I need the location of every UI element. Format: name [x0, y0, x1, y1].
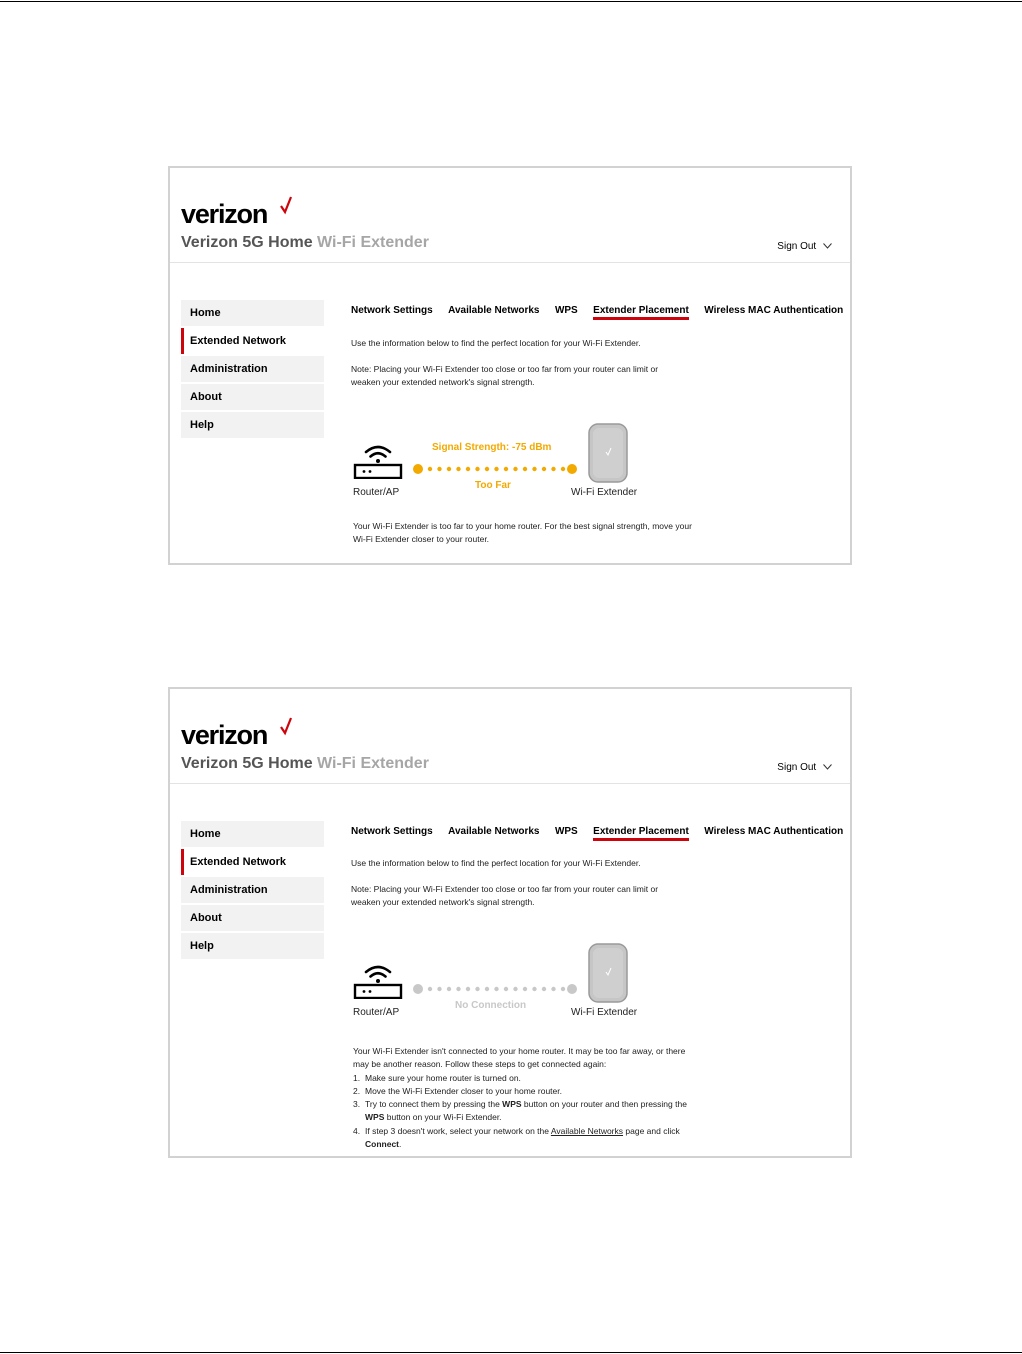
product-title: Verizon 5G Home Wi-Fi Extender	[181, 755, 429, 772]
checkmark-icon	[279, 195, 293, 215]
intro-text: Use the information below to find the perfect location for your Wi-Fi Extender.	[351, 858, 641, 868]
sign-out-menu[interactable]: Sign Out	[777, 241, 832, 252]
step-item: 3. Try to connect them by pressing the WPS button on your router and then pressing the WPS button on your Wi-Fi Extender.	[353, 1099, 687, 1123]
product-title: Verizon 5G Home Wi-Fi Extender	[181, 234, 429, 251]
placement-diagram	[353, 423, 673, 503]
verizon-logo: verizon	[181, 201, 267, 227]
intro-text: Use the information below to find the perfect location for your Wi-Fi Extender.	[351, 338, 641, 348]
tab-wireless-mac-authentication[interactable]: Wireless MAC Authentication	[704, 305, 844, 316]
page-top-rule	[0, 1, 1022, 2]
step-item: 2. Move the Wi-Fi Extender closer to your home router.	[353, 1085, 562, 1096]
screenshot-panel-no-connection	[168, 687, 852, 1158]
checkmark-icon	[279, 716, 293, 736]
sidebar-item-extended-network[interactable]: Extended Network	[181, 849, 324, 875]
router-label: Router/AP	[353, 487, 400, 498]
wifi-extender-icon	[587, 423, 629, 485]
tab-extender-placement[interactable]: Extender Placement	[593, 305, 689, 320]
chevron-down-icon	[823, 764, 832, 770]
router-icon	[353, 439, 403, 479]
wifi-extender-icon	[587, 943, 629, 1005]
extender-label: Wi-Fi Extender	[571, 487, 638, 498]
signal-dots-line	[412, 462, 580, 476]
verizon-logo: verizon	[181, 722, 267, 748]
connection-status: No Connection	[455, 1000, 527, 1011]
tab-network-settings[interactable]: Network Settings	[351, 826, 433, 837]
sidebar-item-help[interactable]: Help	[181, 412, 324, 438]
sign-out-menu[interactable]: Sign Out	[777, 762, 832, 773]
signal-strength-text: Signal Strength: -75 dBm	[432, 442, 552, 453]
sidebar	[181, 300, 324, 440]
sidebar-item-home[interactable]: Home	[181, 300, 324, 326]
tab-bar	[351, 821, 843, 839]
tab-available-networks[interactable]: Available Networks	[448, 826, 540, 837]
tab-wps[interactable]: WPS	[554, 305, 578, 316]
extender-label: Wi-Fi Extender	[571, 1007, 638, 1018]
tab-network-settings[interactable]: Network Settings	[351, 305, 433, 316]
troubleshooting-steps	[353, 1072, 733, 1152]
signal-dots-line	[412, 982, 580, 996]
sidebar-item-home[interactable]: Home	[181, 821, 324, 847]
placement-diagram	[353, 943, 673, 1023]
status-message: Your Wi-Fi Extender is too far to your home router. For the best signal strength, move your Wi-Fi Extender closer to your router.	[353, 521, 692, 544]
page-bottom-rule	[0, 1352, 1022, 1353]
sidebar-item-administration[interactable]: Administration	[181, 356, 324, 382]
sidebar-item-administration[interactable]: Administration	[181, 877, 324, 903]
header-divider	[170, 262, 850, 263]
sidebar-item-about[interactable]: About	[181, 905, 324, 931]
screenshot-panel-too-far	[168, 166, 852, 565]
router-label: Router/AP	[353, 1007, 400, 1018]
sidebar-item-about[interactable]: About	[181, 384, 324, 410]
signal-status: Too Far	[475, 480, 511, 491]
tab-bar	[351, 300, 843, 318]
header-divider	[170, 783, 850, 784]
tab-wps[interactable]: WPS	[554, 826, 578, 837]
troubleshooting-message: Your Wi-Fi Extender isn't connected to your home router. It may be too far away, or there may be another reason. Follow these steps to get connected again: 1. Make sure your home router is turned on. 2. Move the Wi-Fi Extender closer to your home router. 3. Try to connect them by pressing the WPS button on your router and then pressing the WPS button on your Wi-Fi Extender. 4. If step 3 doesn't work, select your network on the Available Networks page and click Connect.	[353, 1045, 733, 1151]
sidebar-item-extended-network[interactable]: Extended Network	[181, 328, 324, 354]
sidebar	[181, 821, 324, 961]
placement-note: Note: Placing your Wi-Fi Extender too close or too far from your router can limit or weaken your extended network's signal strength.	[351, 884, 659, 907]
placement-note: Note: Placing your Wi-Fi Extender too close or too far from your router can limit or weaken your extended network's signal strength.	[351, 364, 659, 387]
step-item: 1. Make sure your home router is turned on.	[353, 1072, 521, 1083]
sidebar-item-help[interactable]: Help	[181, 933, 324, 959]
tab-available-networks[interactable]: Available Networks	[448, 305, 540, 316]
chevron-down-icon	[823, 243, 832, 249]
router-icon	[353, 959, 403, 999]
tab-extender-placement[interactable]: Extender Placement	[593, 826, 689, 841]
step-item: 4. If step 3 doesn't work, select your network on the Available Networks page and click Connect.	[353, 1125, 680, 1150]
tab-wireless-mac-authentication[interactable]: Wireless MAC Authentication	[704, 826, 844, 837]
available-networks-link[interactable]: Available Networks	[550, 1125, 624, 1136]
